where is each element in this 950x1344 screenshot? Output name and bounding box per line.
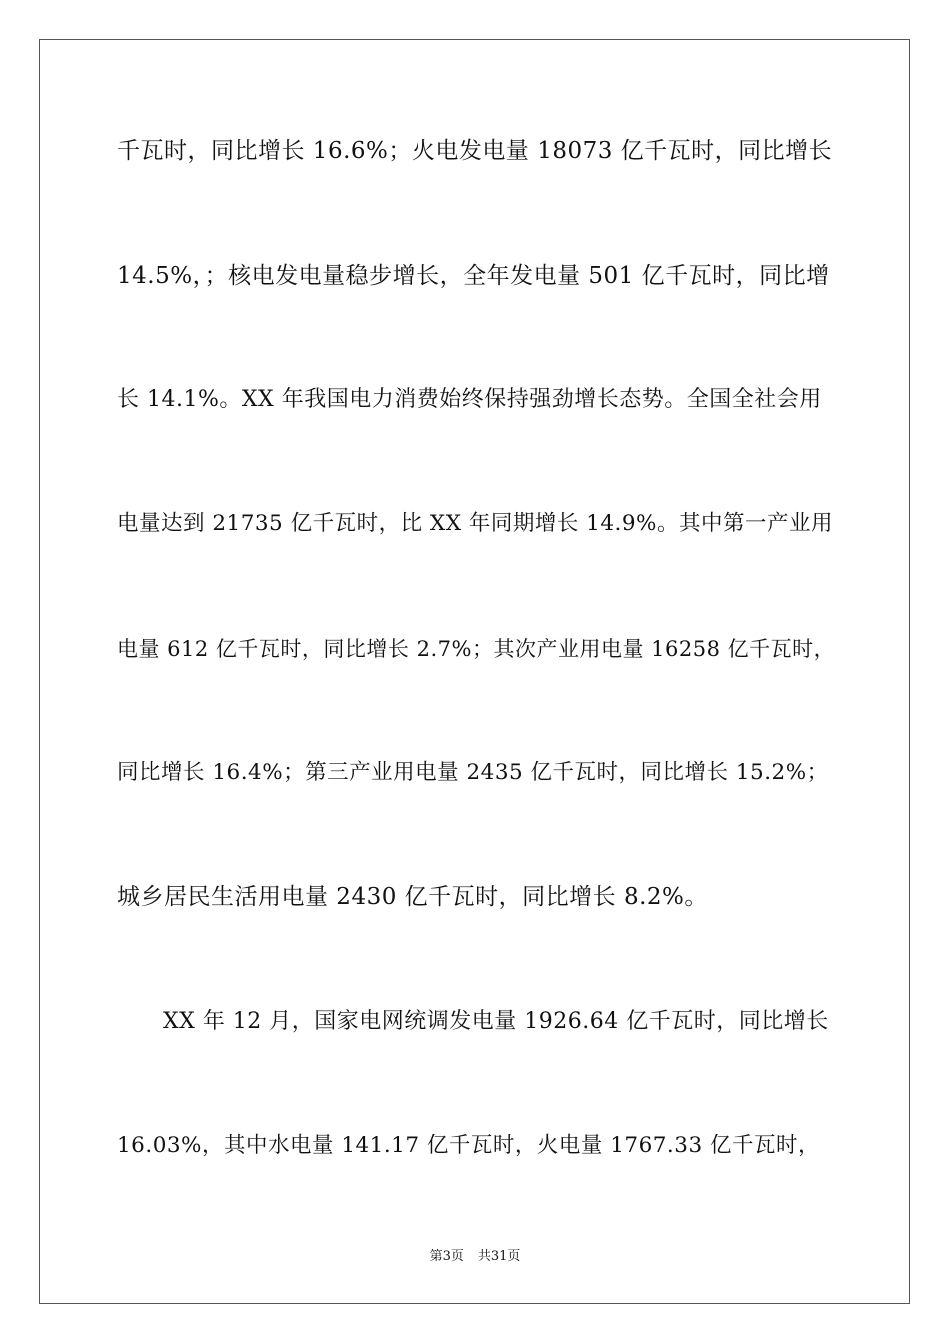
page-border (39, 39, 910, 1304)
body-line-2: 14.5%，；核电发电量稳步增长，全年发电量 501 亿千瓦时，同比增 (117, 263, 830, 289)
body-line-6: 同比增长 16.4%；第三产业用电量 2435 亿千瓦时，同比增长 15.2%； (117, 760, 829, 785)
page-total: 共31页 (477, 1249, 521, 1264)
body-line-4: 电量达到 21735 亿千瓦时，比 XX 年同期增长 14.9%。其中第一产业用 (117, 511, 833, 536)
page-footer (0, 1248, 950, 1266)
body-line-1: 千瓦时，同比增长 16.6%；火电发电量 18073 亿千瓦时，同比增长 (117, 138, 833, 164)
body-line-9: 16.03%，其中水电量 141.17 亿千瓦时，火电量 1767.33 亿千瓦时， (117, 1133, 820, 1158)
body-line-5: 电量 612 亿千瓦时，同比增长 2.7%；其次产业用电量 16258 亿千瓦时， (117, 637, 836, 661)
body-line-3: 长 14.1%。XX 年我国电力消费始终保持强劲增长态势。全国全社会用 (117, 387, 822, 412)
paragraph-start-line: XX 年 12 月，国家电网统调发电量 1926.64 亿千瓦时，同比增长 (163, 1009, 829, 1034)
body-line-7: 城乡居民生活用电量 2430 亿千瓦时，同比增长 8.2%。 (117, 884, 708, 910)
page-number: 第3页 (429, 1249, 464, 1264)
